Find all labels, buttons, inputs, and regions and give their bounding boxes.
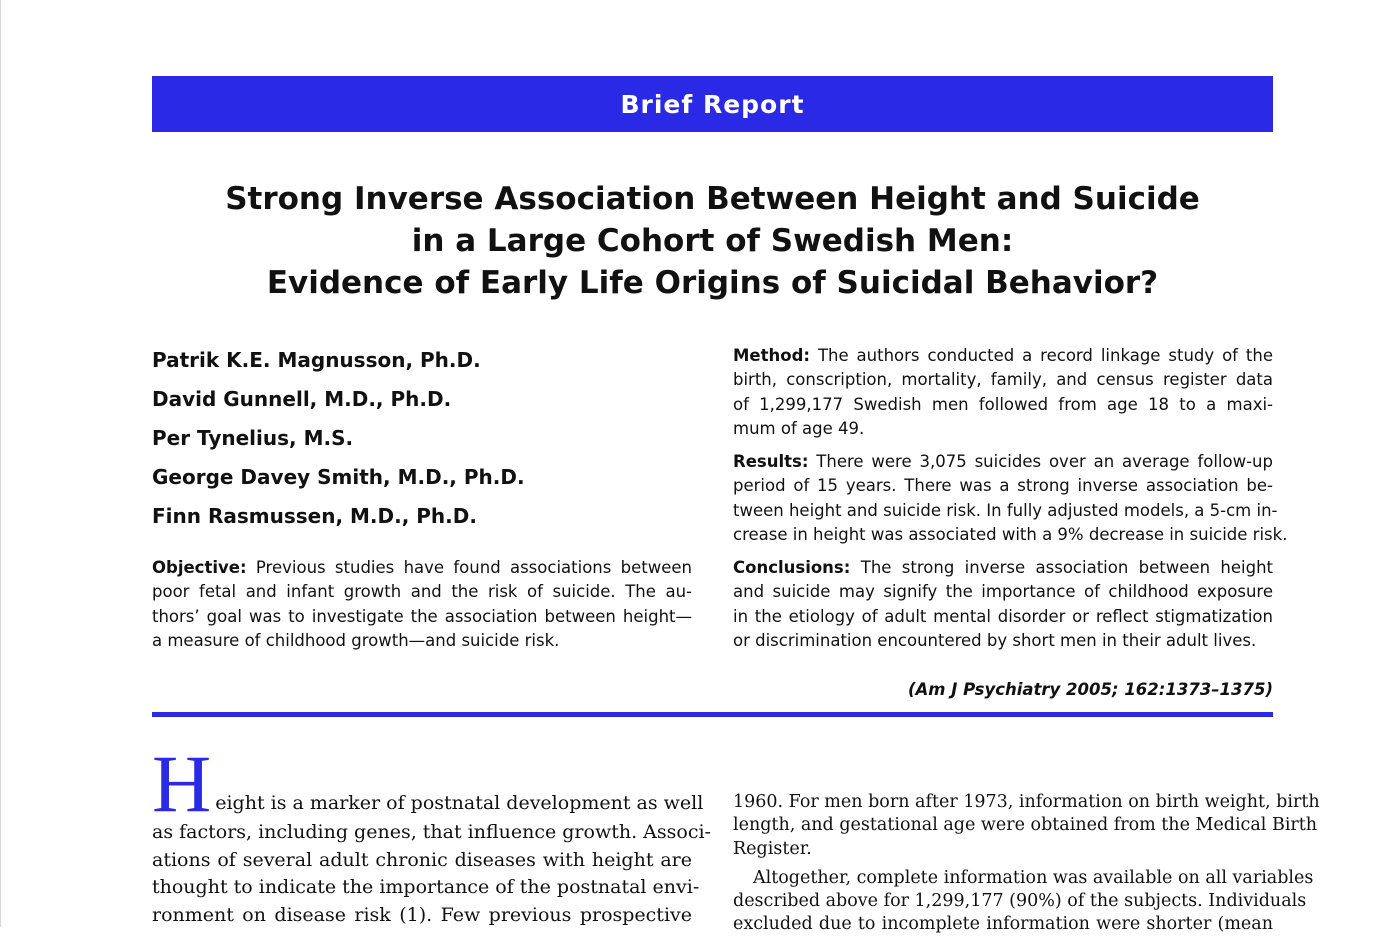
- body-text-line: ations of several adult chronic diseases with height are: [152, 848, 692, 871]
- body-text-line: excluded due to incomplete information were shorter (mean: [733, 914, 1273, 935]
- abstract-text: tween height and suicide risk. In fully adjusted models, a 5-cm in-: [733, 500, 1278, 520]
- abstract-text: The authors conducted a record linkage study of the: [817, 346, 1273, 365]
- abstract-conclusions: [733, 556, 1273, 654]
- body-text-line: eight is a marker of postnatal development as well: [215, 792, 704, 814]
- abstract-text: in the etiology of adult mental disorder or reflect stigmatization: [733, 606, 1273, 626]
- abstract-text: mum of age 49.: [733, 419, 865, 439]
- body-text-line: described above for 1,299,177 (90%) of the subjects. Individuals: [733, 891, 1307, 912]
- body-text-line: 1960. For men born after 1973, information on birth weight, birth: [733, 792, 1320, 812]
- body-text-line: length, and gestational age were obtained from the Medical Birth: [733, 815, 1318, 836]
- body-paragraph: [733, 867, 1314, 937]
- title-line: Strong Inverse Association Between Height and Suicide: [225, 181, 1200, 217]
- section-divider: [152, 712, 1273, 717]
- abstract-text: period of 15 years. There was a strong inverse association be-: [733, 476, 1273, 496]
- abstract-text: Previous studies have found associations between: [255, 558, 693, 577]
- abstract-text: or discrimination encountered by short men in their adult lives.: [733, 631, 1257, 651]
- body-text-line: Altogether, complete information was available on all variables: [753, 867, 1314, 888]
- author-name: Per Tynelius, M.S.: [152, 426, 354, 450]
- article-title: [152, 178, 1273, 304]
- drop-cap: H: [152, 738, 212, 829]
- title-line: Evidence of Early Life Origins of Suicidal Behavior?: [266, 265, 1159, 301]
- author-name: George Davey Smith, M.D., Ph.D.: [152, 465, 525, 489]
- body-column-left: [152, 738, 711, 929]
- abstract-method: [733, 344, 1273, 442]
- author-list: [152, 341, 712, 536]
- abstract-text: a measure of childhood growth—and suicide risk.: [152, 631, 560, 651]
- body-column-right: [733, 791, 1320, 937]
- abstract-objective: [152, 556, 692, 654]
- author-name: David Gunnell, M.D., Ph.D.: [152, 387, 452, 411]
- author-name: Finn Rasmussen, M.D., Ph.D.: [152, 504, 477, 528]
- body-text-line: Register.: [733, 838, 812, 859]
- body-text-line: ronment on disease risk (1). Few previous prospective: [152, 903, 692, 926]
- abstract-label: Method:: [733, 346, 810, 365]
- abstract-text: and suicide may signify the importance of childhood exposure: [733, 582, 1273, 602]
- title-line: in a Large Cohort of Swedish Men:: [411, 223, 1014, 259]
- abstract-results: [733, 450, 1288, 548]
- banner-label: Brief Report: [620, 89, 805, 119]
- abstract-text: thors’ goal was to investigate the association between height—: [152, 606, 692, 626]
- abstract-text: crease in height was associated with a 9% decrease in suicide risk.: [733, 525, 1288, 545]
- abstract-text: of 1,299,177 Swedish men followed from age 18 to a maxi-: [733, 394, 1273, 414]
- author-name: Patrik K.E. Magnusson, Ph.D.: [152, 348, 481, 372]
- abstract-text: poor fetal and infant growth and the risk of suicide. The au-: [152, 582, 692, 602]
- journal-citation: (Am J Psychiatry 2005; 162:1373–1375): [908, 680, 1273, 699]
- section-banner: [152, 76, 1273, 132]
- abstract-label: Results:: [733, 452, 809, 471]
- body-text-line: as factors, including genes, that influence growth. Associ-: [152, 821, 711, 843]
- abstract-label: Conclusions:: [733, 558, 851, 577]
- abstract-text: There were 3,075 suicides over an average follow-up: [816, 452, 1273, 471]
- abstract-label: Objective:: [152, 558, 247, 577]
- page-edge: [0, 0, 1, 927]
- body-text-line: thought to indicate the importance of the postnatal envi-: [152, 876, 700, 898]
- abstract-text: birth, conscription, mortality, family, and census register data: [733, 370, 1273, 390]
- abstract-text: The strong inverse association between height: [860, 558, 1273, 577]
